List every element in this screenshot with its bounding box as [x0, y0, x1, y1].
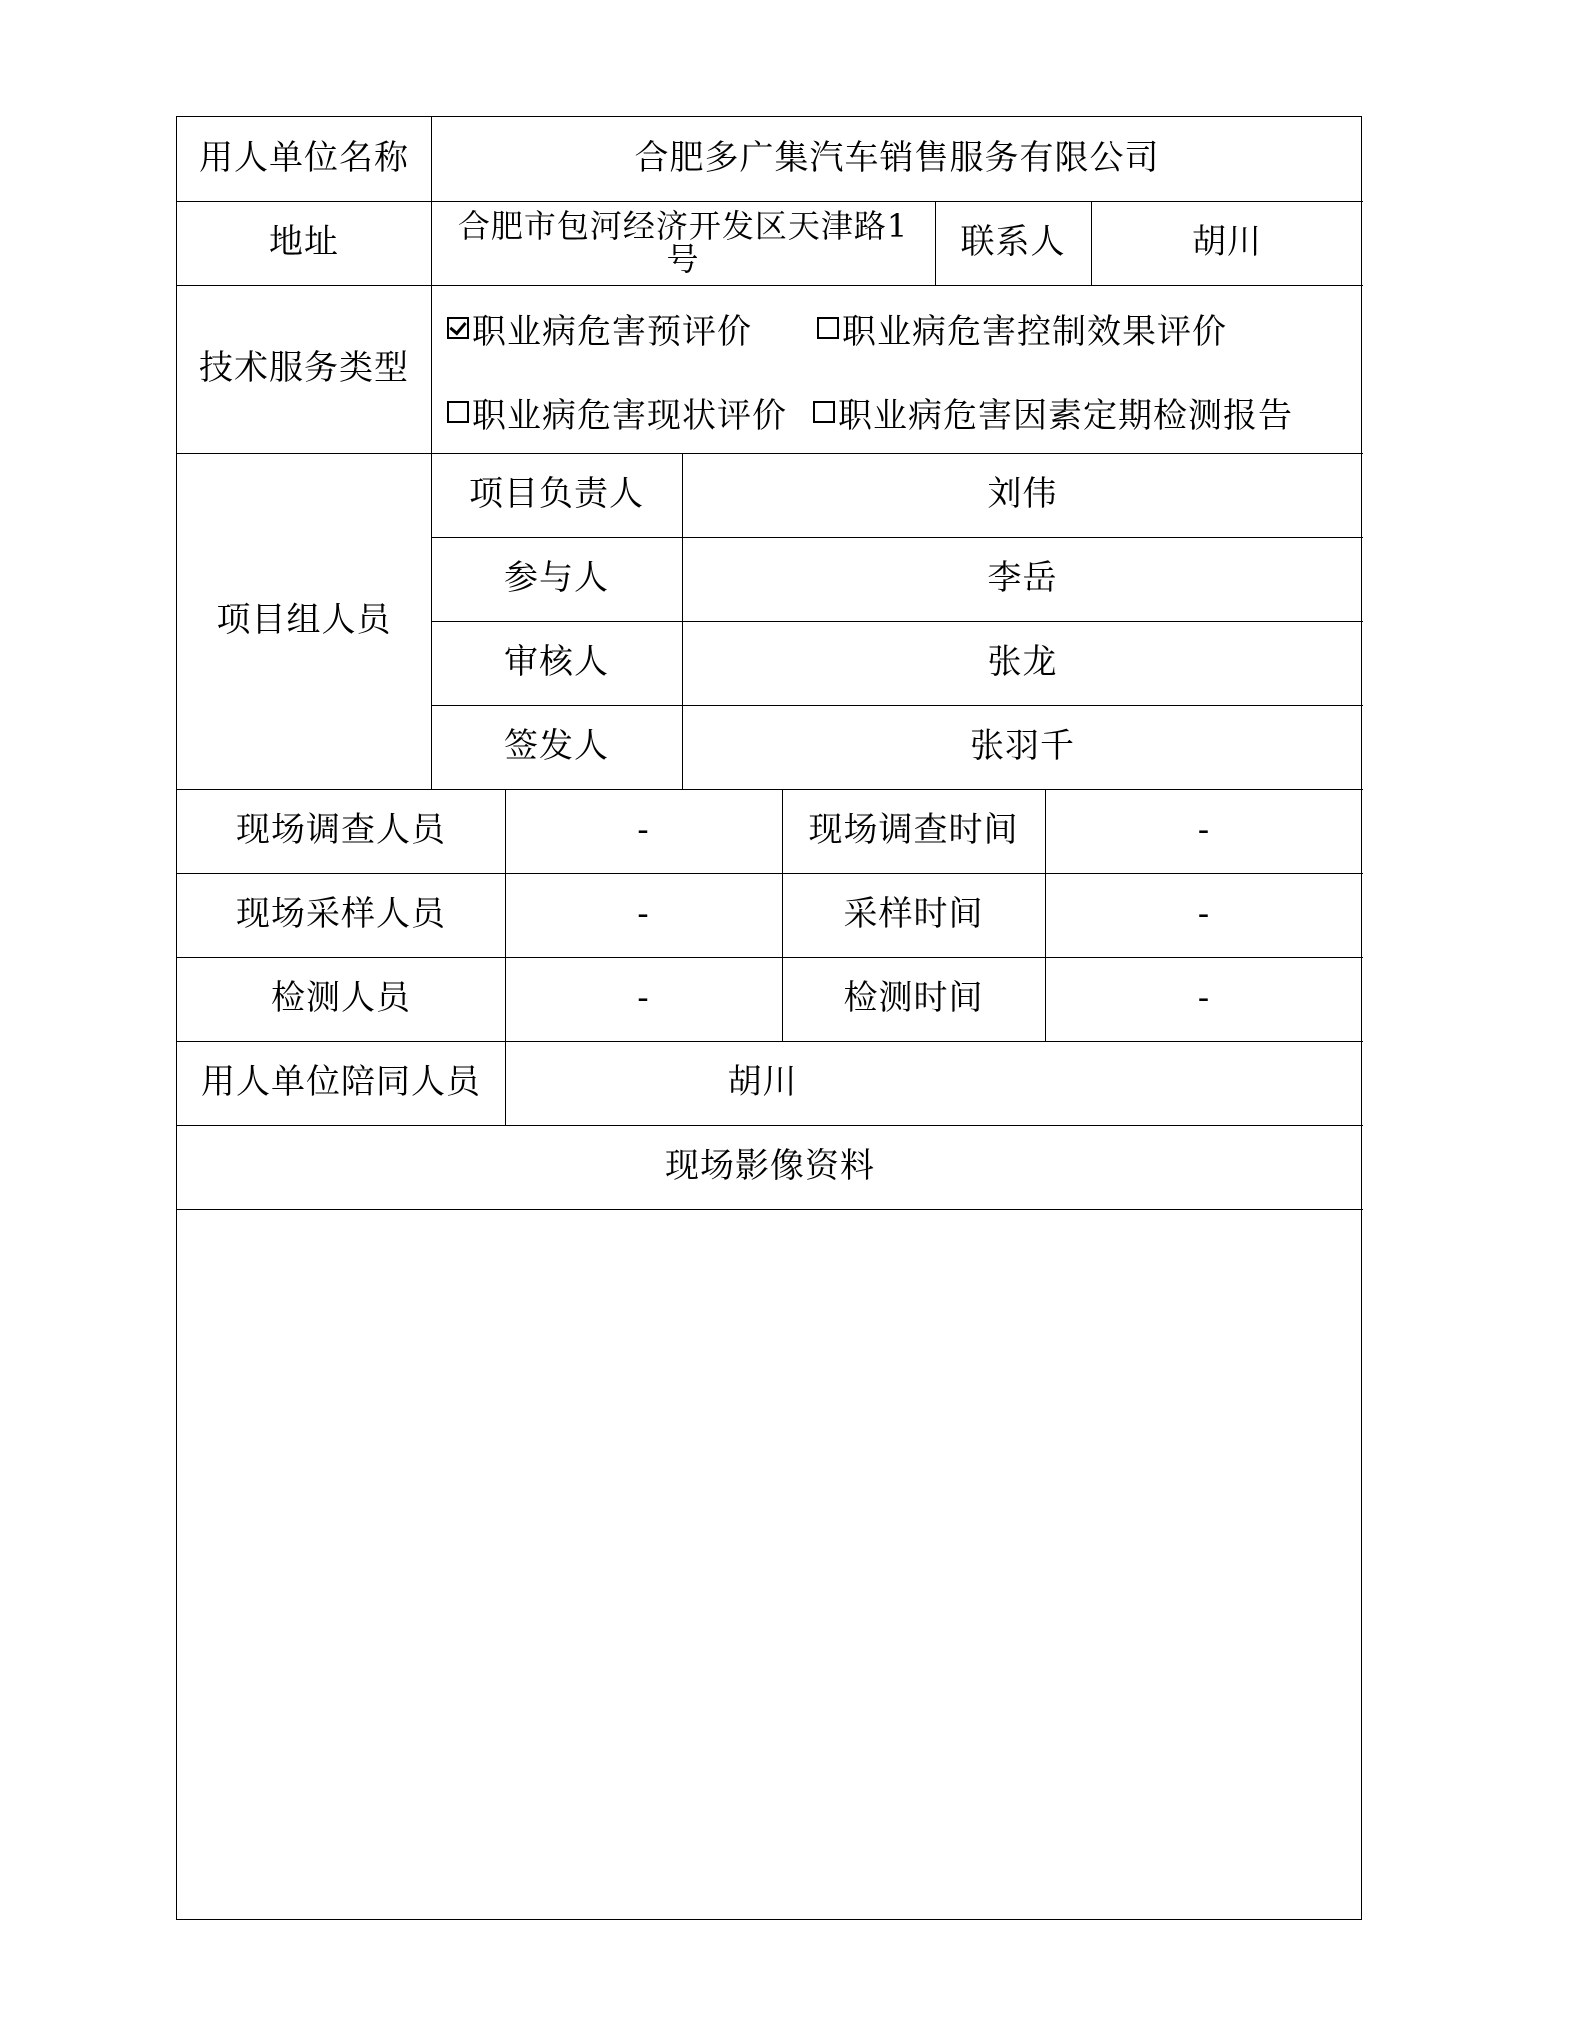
survey-time-value: -: [1197, 810, 1211, 851]
sampling-staff-label: 现场采样人员: [236, 894, 446, 935]
escort-value: 胡川: [727, 1062, 798, 1103]
service-type-option-label: 职业病危害现状评价: [472, 395, 787, 436]
checked-box-icon[interactable]: [447, 317, 469, 339]
checkbox-icon[interactable]: [813, 401, 835, 423]
service-type-label: 技术服务类型: [199, 348, 409, 389]
team-role: 参与人: [504, 558, 609, 599]
survey-time-label: 现场调查时间: [808, 810, 1019, 851]
sampling-time-value: -: [1197, 894, 1211, 935]
testing-time-label: 检测时间: [843, 978, 984, 1019]
survey-staff-label: 现场调查人员: [236, 810, 446, 851]
team-label: 项目组人员: [216, 600, 392, 641]
checkbox-icon[interactable]: [817, 317, 839, 339]
team-role: 项目负责人: [469, 474, 644, 515]
team-role: 签发人: [504, 726, 609, 767]
address-value: 合肥市包河经济开发区天津路1号: [457, 207, 909, 278]
images-label: 现场影像资料: [665, 1146, 875, 1187]
service-type-option-label: 职业病危害因素定期检测报告: [838, 395, 1293, 436]
team-member-name: 李岳: [987, 558, 1058, 599]
service-type-option[interactable]: [813, 391, 1293, 436]
site-record-form: [176, 116, 1362, 1920]
testing-time-value: -: [1197, 978, 1211, 1019]
contact-label: 联系人: [960, 222, 1066, 263]
team-member-name: 张龙: [987, 642, 1058, 683]
service-type-option[interactable]: [447, 307, 752, 352]
checkbox-icon[interactable]: [447, 401, 469, 423]
escort-label: 用人单位陪同人员: [201, 1062, 481, 1103]
survey-staff-value: -: [637, 810, 650, 851]
service-type-option-label: 职业病危害预评价: [472, 311, 752, 352]
service-type-option[interactable]: [817, 307, 1227, 352]
contact-value: 胡川: [1192, 222, 1262, 263]
team-member-name: 刘伟: [987, 474, 1058, 515]
address-label: 地址: [269, 222, 339, 263]
team-role: 审核人: [504, 642, 609, 683]
testing-staff-value: -: [637, 978, 650, 1019]
testing-staff-label: 检测人员: [271, 978, 411, 1019]
service-type-option-label: 职业病危害控制效果评价: [842, 311, 1227, 352]
sampling-staff-value: -: [637, 894, 650, 935]
sampling-time-label: 采样时间: [843, 894, 984, 935]
employer-value: 合肥多广集汽车销售服务有限公司: [634, 138, 1160, 179]
team-member-name: 张羽千: [970, 726, 1075, 767]
employer-label: 用人单位名称: [199, 138, 409, 179]
image-area: [177, 1209, 1363, 1919]
service-type-option[interactable]: [447, 391, 787, 436]
